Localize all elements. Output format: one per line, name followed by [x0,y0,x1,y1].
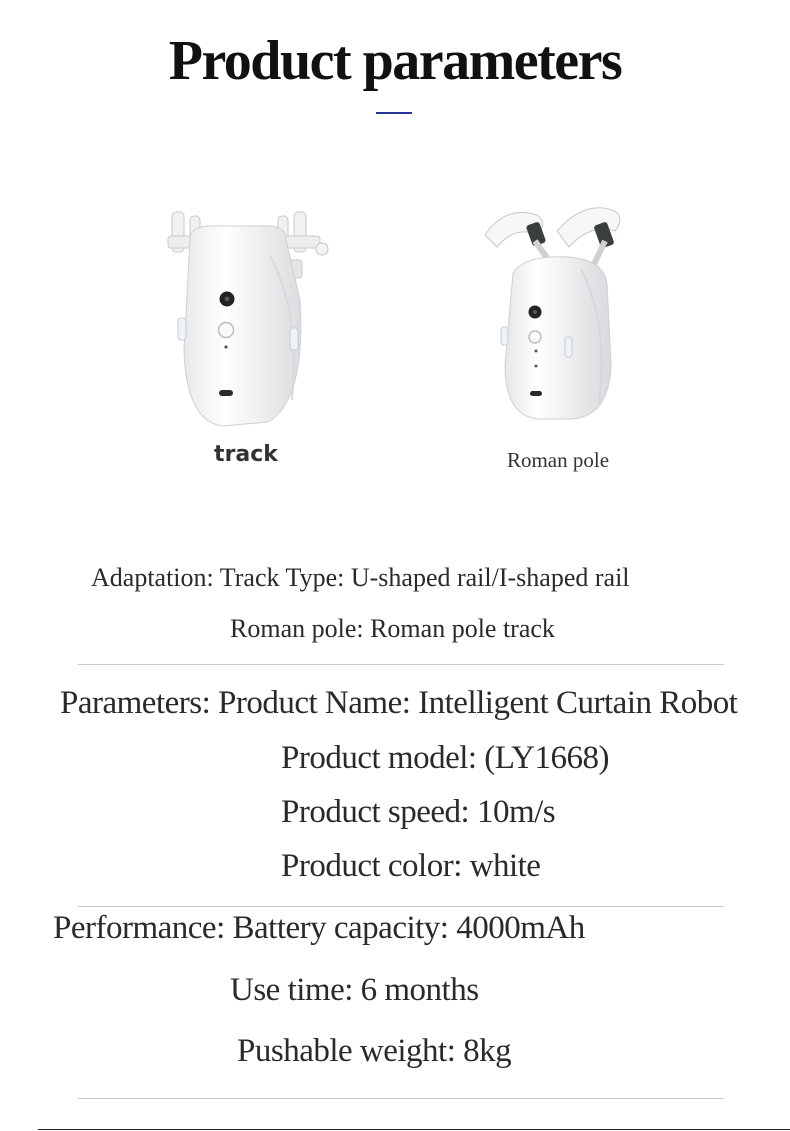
performance-line-3: Pushable weight: 8kg [237,1033,512,1069]
divider-performance [78,1098,724,1099]
parameters-line-4: Product color: white [281,848,541,884]
roman-pole-label: Roman pole [506,448,610,472]
performance-line-2: Use time: 6 months [230,972,479,1008]
title-accent-bar [376,112,412,114]
adaptation-line-2: Roman pole: Roman pole track [230,614,555,643]
parameters-line-1: Parameters: Product Name: Intelligent Curtain Robot [60,685,738,721]
page-title: Product parameters [168,30,622,92]
divider-parameters [78,906,724,907]
divider-adaptation [78,664,724,665]
performance-line-1: Performance: Battery capacity: 4000mAh [53,910,585,946]
parameters-line-3: Product speed: 10m/s [281,794,556,830]
curtain-robot-roman-pole-image [475,195,645,430]
curtain-robot-track-image [150,200,350,440]
adaptation-line-1: Adaptation: Track Type: U-shaped rail/I-shaped rail [91,563,630,592]
page-bottom-rule [38,1129,790,1130]
parameters-line-2: Product model: (LY1668) [281,740,609,776]
track-label: track [214,442,278,467]
